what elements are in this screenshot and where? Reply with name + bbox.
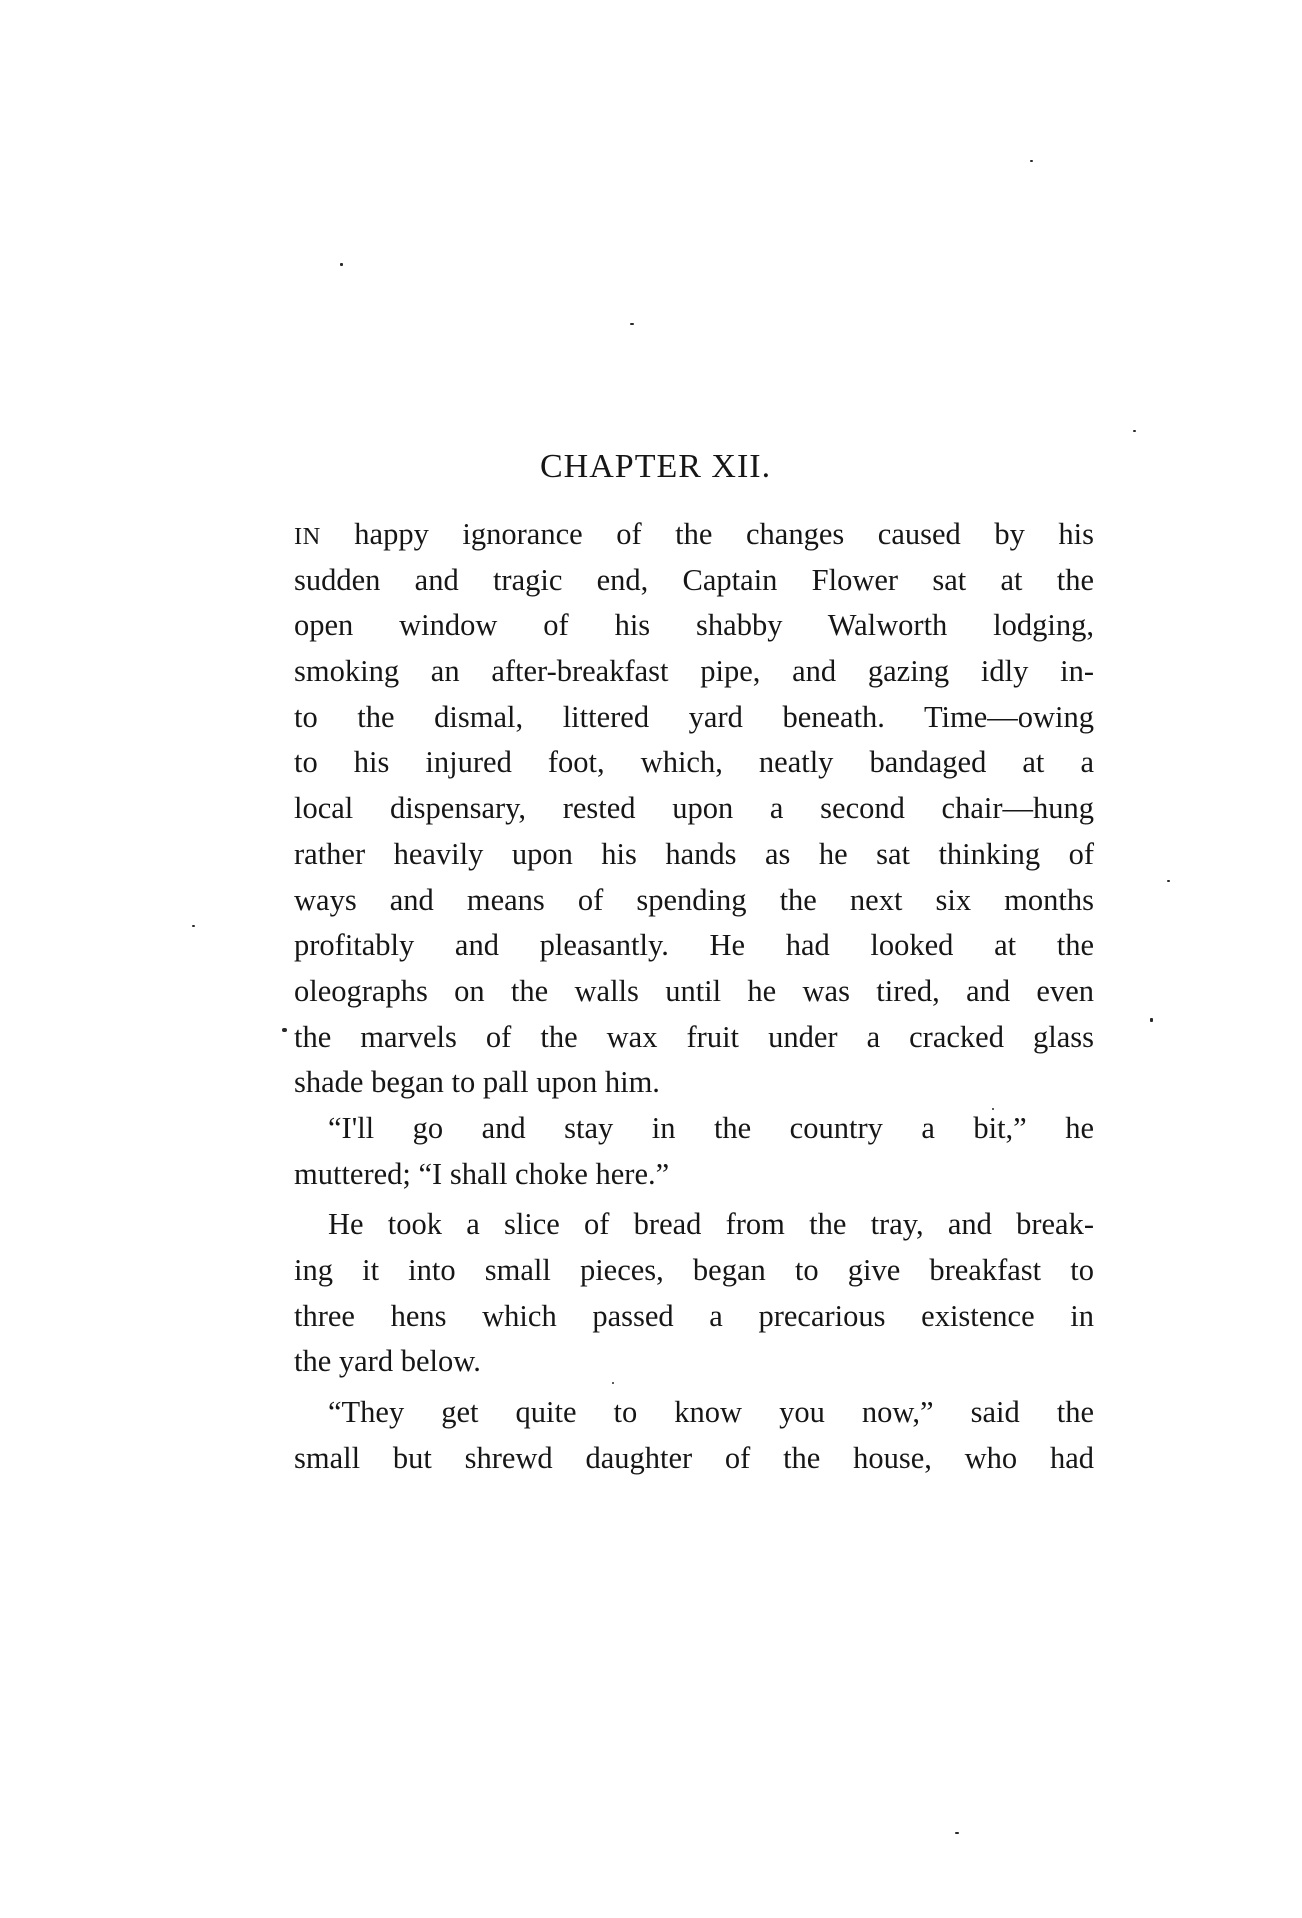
- text-line: He took a slice of bread from the tray, and break-: [328, 1207, 1094, 1242]
- text-line: open window of his shabby Walworth lodging,: [294, 608, 1094, 643]
- text-line: smoking an after-breakfast pipe, and gazing idly in-: [294, 654, 1094, 689]
- print-speck: [282, 1028, 287, 1032]
- text-line: rather heavily upon his hands as he sat thinking of: [294, 836, 1094, 871]
- print-speck: [1030, 160, 1033, 162]
- chapter-title: CHAPTER XII.: [540, 448, 772, 485]
- text-line: three hens which passed a precarious existence in: [294, 1298, 1094, 1333]
- print-speck: [1133, 430, 1136, 432]
- text-line: the marvels of the wax fruit under a cracked glass: [294, 1019, 1094, 1054]
- dropcap: IN: [294, 523, 321, 550]
- text-line: shade began to pall upon him.: [294, 1065, 660, 1100]
- text-line: to the dismal, littered yard beneath. Time—owing: [294, 699, 1094, 734]
- print-speck: [1167, 880, 1170, 882]
- text-line: to his injured foot, which, neatly bandaged at a: [294, 745, 1094, 780]
- print-speck: [1150, 1018, 1153, 1022]
- text-line: local dispensary, rested upon a second chair—hung: [294, 791, 1094, 826]
- text-line: the yard below.: [294, 1344, 481, 1379]
- print-speck: [340, 263, 343, 266]
- text-line: ing it into small pieces, began to give breakfast to: [294, 1253, 1094, 1287]
- text-line: “I'll go and stay in the country a bit,” he: [328, 1110, 1094, 1145]
- text-line: sudden and tragic end, Captain Flower sat at the: [294, 562, 1094, 597]
- text-line: IN happy ignorance of the changes caused by his: [294, 517, 1094, 551]
- print-speck: [955, 1832, 959, 1834]
- text-line: small but shrewd daughter of the house, who had: [294, 1440, 1094, 1475]
- text-line: ways and means of spending the next six months: [294, 882, 1094, 917]
- text-line: profitably and pleasantly. He had looked at the: [294, 928, 1094, 963]
- body-text: [294, 512, 1094, 1481]
- text-line: muttered; “I shall choke here.”: [294, 1156, 670, 1191]
- print-speck: [192, 925, 195, 927]
- print-speck: [630, 323, 634, 325]
- text-line: “They get quite to know you now,” said the: [328, 1395, 1094, 1430]
- text-line: oleographs on the walls until he was tired, and even: [294, 973, 1094, 1008]
